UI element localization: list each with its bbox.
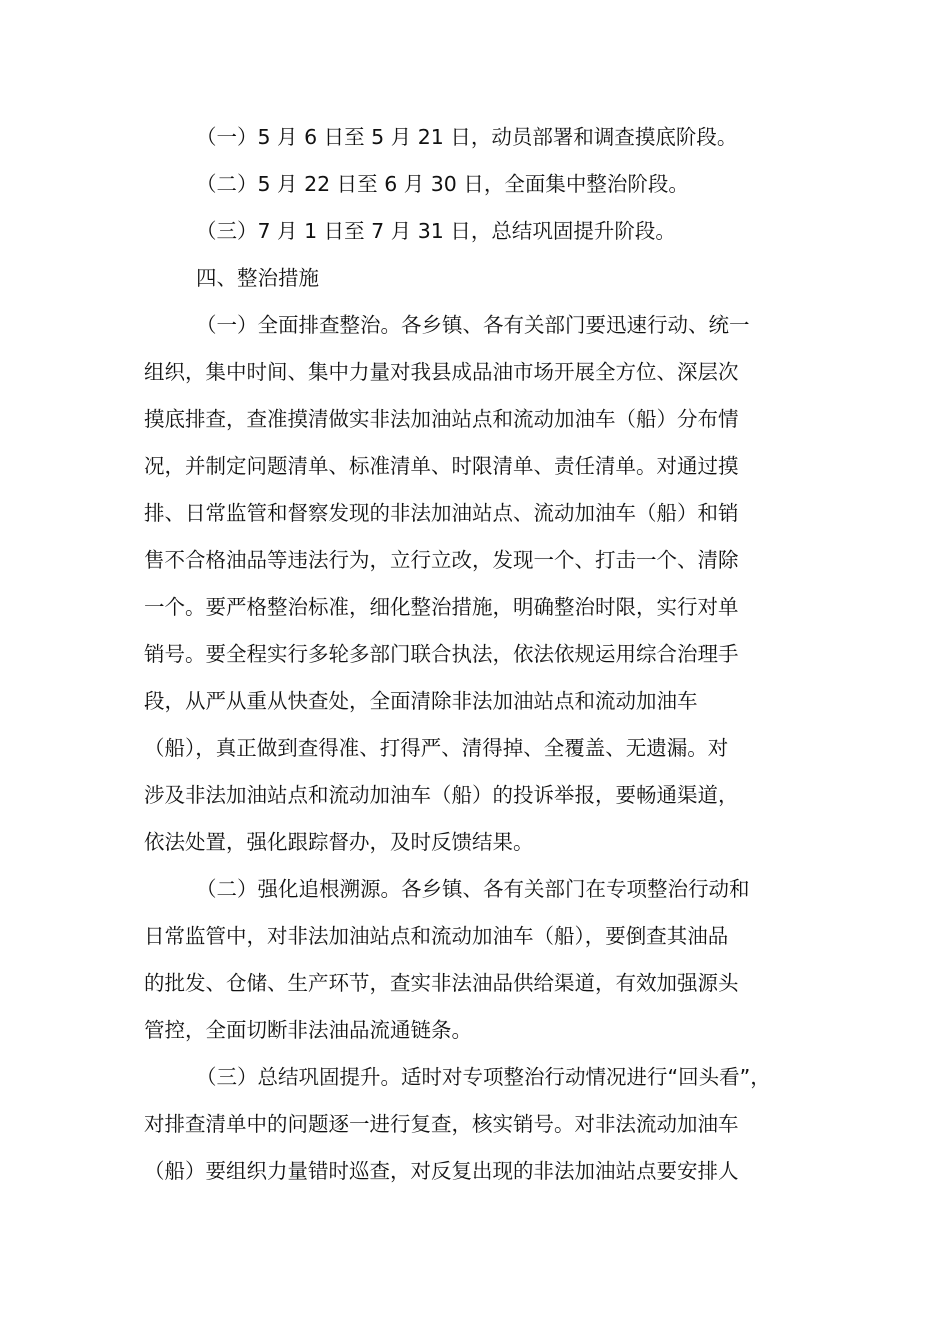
text-line: （船），真正做到查得准、打得严、清得掉、全覆盖、无遗漏。对 xyxy=(144,736,729,760)
text-line: （三）总结巩固提升。适时对专项整治行动情况进行“回头看”， xyxy=(196,1065,771,1089)
text-line: 的批发、仓储、生产环节，查实非法油品供给渠道，有效加强源头 xyxy=(144,971,739,995)
text-line: 管控，全面切断非法油品流通链条。 xyxy=(144,1018,472,1042)
text-line: 依法处置，强化跟踪督办，及时反馈结果。 xyxy=(144,830,534,854)
text-line: （二）强化追根溯源。各乡镇、各有关部门在专项整治行动和 xyxy=(196,877,750,901)
text-line: 摸底排查，查准摸清做实非法加油站点和流动加油车（船）分布情 xyxy=(144,407,739,431)
text-line: 一个。要严格整治标准，细化整治措施，明确整治时限，实行对单 xyxy=(144,595,739,619)
text-line: （船）要组织力量错时巡查，对反复出现的非法加油站点要安排人 xyxy=(144,1159,739,1183)
text-line: 况，并制定问题清单、标准清单、时限清单、责任清单。对通过摸 xyxy=(144,454,739,478)
section-heading: 四、整治措施 xyxy=(196,266,319,290)
text-line: 段，从严从重从快查处，全面清除非法加油站点和流动加油车 xyxy=(144,689,698,713)
text-line: （一）全面排查整治。各乡镇、各有关部门要迅速行动、统一 xyxy=(196,313,750,337)
text-line: 涉及非法加油站点和流动加油车（船）的投诉举报，要畅通渠道， xyxy=(144,783,739,807)
text-line: 日常监管中，对非法加油站点和流动加油车（船），要倒查其油品 xyxy=(144,924,729,948)
text-line: 售不合格油品等违法行为，立行立改，发现一个、打击一个、清除 xyxy=(144,548,739,572)
text-line: 排、日常监管和督察发现的非法加油站点、流动加油车（船）和销 xyxy=(144,501,739,525)
text-line: （二）5 月 22 日至 6 月 30 日，全面集中整治阶段。 xyxy=(196,172,689,196)
text-line: 对排查清单中的问题逐一进行复查，核实销号。对非法流动加油车 xyxy=(144,1112,739,1136)
text-line: （一）5 月 6 日至 5 月 21 日，动员部署和调查摸底阶段。 xyxy=(196,125,738,149)
text-line: （三）7 月 1 日至 7 月 31 日，总结巩固提升阶段。 xyxy=(196,219,676,243)
text-line: 组织，集中时间、集中力量对我县成品油市场开展全方位、深层次 xyxy=(144,360,739,384)
text-line: 销号。要全程实行多轮多部门联合执法，依法依规运用综合治理手 xyxy=(144,642,739,666)
